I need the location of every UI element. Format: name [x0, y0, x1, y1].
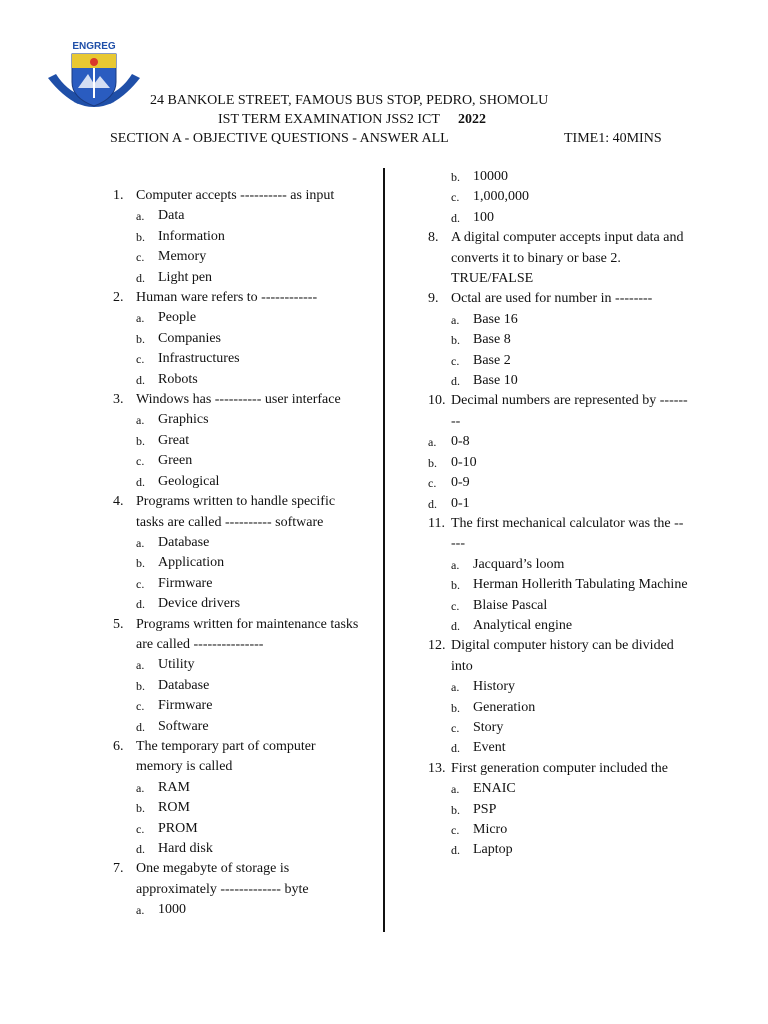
question-text: Digital computer history can be divided into: [451, 638, 674, 674]
option-text: 0-1: [451, 495, 470, 511]
question-text: Programs written for maintenance tasks are called ---------------: [136, 616, 359, 652]
option-letter: b.: [136, 801, 145, 816]
question: [113, 859, 363, 900]
answer-option: [451, 310, 688, 330]
question: [428, 228, 688, 289]
question-number: 3.: [113, 392, 124, 408]
answer-option: [451, 698, 688, 718]
option-letter: d.: [451, 374, 460, 389]
question-text: Decimal numbers are represented by --------: [451, 393, 688, 429]
question-number: 2.: [113, 290, 124, 306]
question: [113, 492, 363, 533]
option-text: Generation: [473, 699, 536, 715]
option-letter: c.: [451, 823, 460, 837]
option-letter: a.: [136, 903, 145, 918]
answer-option: [428, 453, 688, 473]
option-text: 1000: [158, 902, 186, 918]
answer-option: [451, 820, 688, 840]
option-text: Data: [158, 208, 185, 224]
option-text: 10000: [473, 169, 508, 184]
option-letter: d.: [136, 597, 145, 612]
option-text: Analytical engine: [473, 617, 573, 633]
question-number: 1.: [113, 188, 124, 203]
answer-option: [451, 738, 688, 758]
section-instruction: SECTION A - OBJECTIVE QUESTIONS - ANSWER ALL: [110, 131, 449, 146]
option-letter: a.: [136, 780, 145, 795]
question-number: 11.: [428, 515, 445, 531]
option-letter: a.: [451, 680, 460, 695]
answer-option: [136, 717, 363, 737]
question: [428, 759, 688, 779]
option-letter: c.: [451, 720, 460, 735]
answer-option: [136, 553, 363, 573]
option-letter: d.: [451, 843, 460, 858]
answer-option: [136, 247, 363, 267]
question: [113, 737, 363, 778]
option-text: Laptop: [473, 842, 513, 858]
option-letter: b.: [451, 333, 460, 348]
option-text: Base 16: [473, 311, 518, 327]
answer-option: [136, 696, 363, 716]
option-letter: a.: [451, 782, 460, 797]
answer-option: [136, 839, 363, 859]
answer-option: [451, 596, 688, 616]
option-text: 100: [473, 209, 494, 225]
answer-option: [451, 167, 688, 187]
option-letter: d.: [451, 618, 460, 633]
option-letter: a.: [136, 535, 145, 550]
answer-option: [428, 432, 688, 452]
option-text: Robots: [158, 371, 198, 387]
answer-option: [136, 451, 363, 471]
school-logo: [44, 38, 144, 114]
option-letter: d.: [451, 741, 460, 756]
question-text: A digital computer accepts input data and converts it to binary or base 2. TRUE/FALSE: [451, 230, 684, 287]
option-text: PROM: [158, 820, 198, 836]
option-text: 0-10: [451, 454, 477, 470]
answer-option: [451, 187, 688, 207]
exam-title: [218, 112, 486, 128]
question-number: 12.: [428, 638, 446, 654]
answer-option: [451, 555, 688, 575]
option-letter: a.: [136, 658, 145, 673]
question-text: Human ware refers to ------------: [136, 290, 318, 306]
option-text: Base 10: [473, 373, 518, 389]
question-text: Computer accepts ---------- as input: [136, 188, 335, 203]
option-text: 0-8: [451, 434, 470, 450]
option-text: RAM: [158, 779, 190, 795]
option-text: Application: [158, 555, 225, 571]
answer-option: [136, 594, 363, 614]
answer-option: [451, 208, 688, 228]
question: [113, 615, 363, 656]
school-address: 24 BANKOLE STREET, FAMOUS BUS STOP, PEDRO, SHOMOLU: [150, 93, 549, 108]
answer-option: [136, 533, 363, 553]
question-number: 10.: [428, 393, 446, 409]
answer-option: [451, 351, 688, 371]
question-number: 7.: [113, 861, 124, 877]
option-letter: b.: [451, 700, 460, 715]
option-text: 0-9: [451, 475, 470, 491]
option-text: Hard disk: [158, 841, 213, 856]
option-text: Base 8: [473, 332, 511, 348]
option-letter: a.: [136, 209, 145, 224]
answer-option: [136, 472, 363, 492]
answer-option: [136, 798, 363, 818]
option-letter: b.: [136, 331, 145, 346]
answer-option: [136, 819, 363, 839]
answer-option: [136, 329, 363, 349]
option-text: Micro: [473, 822, 508, 837]
option-text: Companies: [158, 330, 221, 346]
option-text: Graphics: [158, 412, 209, 428]
option-text: People: [158, 310, 197, 326]
option-text: ROM: [158, 800, 190, 816]
answer-option: [136, 676, 363, 696]
option-text: Firmware: [158, 698, 213, 714]
option-letter: a.: [428, 435, 437, 450]
option-text: PSP: [473, 801, 497, 817]
option-text: Light pen: [158, 269, 213, 285]
option-letter: b.: [136, 556, 145, 571]
option-letter: b.: [136, 678, 145, 693]
question: [428, 636, 688, 677]
option-letter: b.: [451, 578, 460, 593]
option-text: Great: [158, 432, 190, 448]
answer-option: [451, 840, 688, 860]
answer-option: [136, 308, 363, 328]
option-letter: d.: [136, 270, 145, 285]
question-text: Octal are used for number in --------: [451, 291, 653, 307]
option-text: History: [473, 679, 515, 695]
option-letter: b.: [451, 802, 460, 817]
right-column: [428, 167, 688, 861]
option-letter: a.: [136, 311, 145, 326]
question-number: 5.: [113, 616, 124, 632]
question-text: The first mechanical calculator was the -----: [451, 515, 684, 552]
option-letter: c.: [136, 250, 145, 265]
question: [428, 514, 688, 555]
question-text: The temporary part of computer memory is called: [136, 738, 316, 775]
option-text: Firmware: [158, 575, 213, 591]
question-text: One megabyte of storage is approximately ------------- byte: [136, 861, 309, 897]
option-letter: c.: [136, 576, 145, 591]
option-text: Geological: [158, 473, 220, 489]
option-text: Software: [158, 718, 209, 734]
option-letter: c.: [136, 699, 145, 714]
answer-option: [451, 800, 688, 820]
answer-option: [136, 410, 363, 430]
answer-option: [451, 371, 688, 391]
question: [113, 288, 363, 308]
option-letter: c.: [136, 454, 145, 469]
option-letter: d.: [451, 210, 460, 225]
option-text: ENAIC: [473, 781, 516, 797]
question-text: Windows has ---------- user interface: [136, 392, 341, 408]
option-letter: d.: [428, 496, 437, 511]
question-number: 9.: [428, 291, 439, 307]
option-letter: c.: [136, 352, 145, 367]
option-text: Blaise Pascal: [473, 597, 548, 613]
column-divider: [383, 168, 385, 932]
option-letter: a.: [451, 312, 460, 327]
time-allowed: TIME1: 40MINS: [564, 131, 662, 146]
option-text: Jacquard’s loom: [473, 556, 565, 572]
option-letter: b.: [451, 170, 460, 184]
exam-title-text: IST TERM EXAMINATION JSS2 ICT: [218, 112, 440, 127]
option-letter: b.: [136, 433, 145, 448]
option-text: Memory: [158, 249, 207, 265]
option-letter: a.: [451, 557, 460, 572]
logo-text: ENGREG: [72, 41, 116, 52]
option-letter: d.: [136, 372, 145, 387]
answer-option: [136, 431, 363, 451]
answer-option: [451, 330, 688, 350]
option-text: Base 2: [473, 352, 511, 368]
answer-option: [136, 370, 363, 390]
question-number: 8.: [428, 230, 439, 246]
option-text: Database: [158, 534, 210, 550]
option-letter: c.: [428, 476, 437, 491]
answer-option: [136, 349, 363, 369]
answer-option: [136, 574, 363, 594]
option-letter: d.: [136, 719, 145, 734]
option-letter: c.: [451, 353, 460, 368]
option-text: Event: [473, 740, 506, 756]
answer-option: [451, 575, 688, 595]
option-text: Device drivers: [158, 596, 241, 612]
answer-option: [451, 718, 688, 738]
answer-option: [428, 494, 688, 514]
question: [113, 390, 363, 410]
option-letter: a.: [136, 413, 145, 428]
option-letter: c.: [136, 821, 145, 836]
answer-option: [136, 227, 363, 247]
answer-option: [136, 268, 363, 288]
answer-option: [136, 655, 363, 675]
question-text: First generation computer included the: [451, 760, 668, 776]
answer-option: [428, 473, 688, 493]
answer-option: [451, 616, 688, 636]
option-text: Information: [158, 228, 225, 244]
option-letter: b.: [428, 455, 437, 470]
option-text: Green: [158, 453, 193, 469]
option-text: Story: [473, 719, 504, 735]
answer-option: [451, 779, 688, 799]
question-text: Programs written to handle specific tasks are called ---------- software: [136, 494, 336, 530]
option-letter: d.: [136, 474, 145, 489]
option-text: Database: [158, 677, 210, 693]
left-column: [113, 186, 363, 921]
question: [113, 186, 363, 206]
question: [428, 289, 688, 309]
option-letter: d.: [136, 842, 145, 856]
option-letter: c.: [451, 598, 460, 613]
question: [428, 391, 688, 432]
option-letter: c.: [451, 190, 460, 205]
option-text: Herman Hollerith Tabulating Machine: [473, 577, 688, 593]
exam-year: 2022: [457, 112, 486, 127]
option-text: Infrastructures: [158, 351, 240, 367]
question-number: 4.: [113, 494, 124, 510]
answer-option: [451, 677, 688, 697]
option-letter: b.: [136, 229, 145, 244]
question-number: 6.: [113, 738, 124, 754]
question-number: 13.: [428, 760, 446, 776]
answer-option: [136, 778, 363, 798]
option-text: Utility: [158, 657, 195, 673]
answer-option: [136, 206, 363, 226]
answer-option: [136, 900, 363, 920]
option-text: 1,000,000: [473, 189, 529, 205]
